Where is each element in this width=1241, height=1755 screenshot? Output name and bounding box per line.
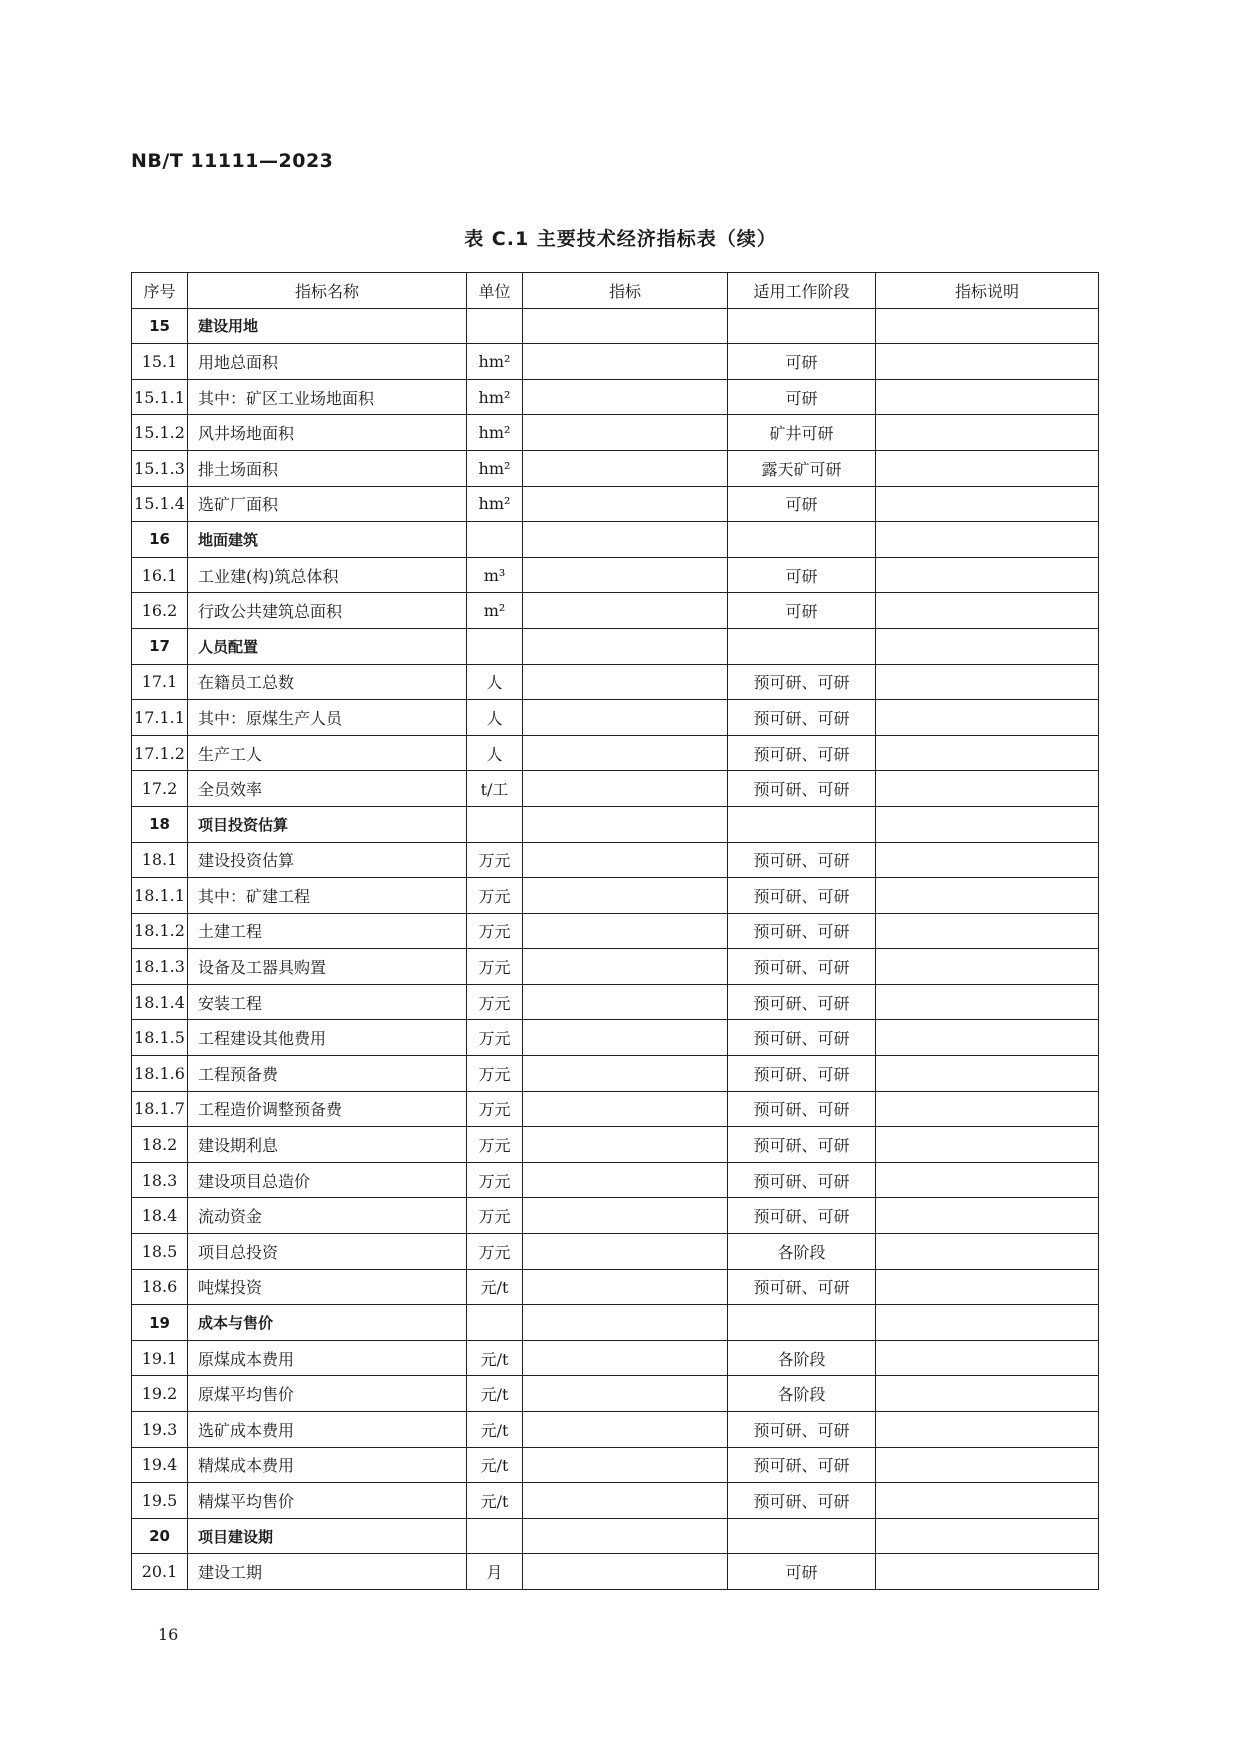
- cell-unit: [467, 308, 523, 344]
- cell-unit: 万元: [467, 1162, 523, 1198]
- cell-note: [876, 1483, 1099, 1519]
- table-row: [132, 878, 1099, 914]
- cell-stage: 各阶段: [728, 1376, 876, 1412]
- cell-unit: 人: [467, 700, 523, 736]
- table-row: [132, 415, 1099, 451]
- cell-stage: 预可研、可研: [728, 1447, 876, 1483]
- cell-note: [876, 522, 1099, 558]
- cell-name: 建设投资估算: [188, 842, 467, 878]
- cell-name: 选矿成本费用: [188, 1412, 467, 1448]
- cell-unit: hm²: [467, 415, 523, 451]
- table-row: [132, 1269, 1099, 1305]
- cell-seq: 20.1: [132, 1554, 188, 1590]
- header-value: 指标: [523, 273, 728, 309]
- cell-stage: 可研: [728, 593, 876, 629]
- table-row: [132, 984, 1099, 1020]
- cell-stage: [728, 522, 876, 558]
- cell-note: [876, 1269, 1099, 1305]
- cell-seq: 18.2: [132, 1127, 188, 1163]
- header-unit: 单位: [467, 273, 523, 309]
- cell-value: [523, 1447, 728, 1483]
- cell-note: [876, 1518, 1099, 1554]
- cell-seq: 16.1: [132, 557, 188, 593]
- cell-value: [523, 557, 728, 593]
- cell-value: [523, 415, 728, 451]
- cell-note: [876, 878, 1099, 914]
- table-row: [132, 1340, 1099, 1376]
- cell-note: [876, 842, 1099, 878]
- cell-seq: 19.3: [132, 1412, 188, 1448]
- cell-value: [523, 1340, 728, 1376]
- cell-unit: 元/t: [467, 1269, 523, 1305]
- cell-note: [876, 415, 1099, 451]
- cell-stage: 预可研、可研: [728, 1162, 876, 1198]
- cell-unit: [467, 806, 523, 842]
- cell-name: 建设工期: [188, 1554, 467, 1590]
- cell-value: [523, 771, 728, 807]
- cell-note: [876, 1305, 1099, 1341]
- cell-stage: 可研: [728, 486, 876, 522]
- cell-value: [523, 308, 728, 344]
- cell-stage: [728, 1518, 876, 1554]
- cell-value: [523, 878, 728, 914]
- indicators-table: [131, 272, 1099, 1590]
- cell-value: [523, 1554, 728, 1590]
- section-row: [132, 308, 1099, 344]
- cell-name: 原煤成本费用: [188, 1340, 467, 1376]
- cell-value: [523, 344, 728, 380]
- cell-unit: [467, 522, 523, 558]
- table-row: [132, 913, 1099, 949]
- cell-note: [876, 628, 1099, 664]
- cell-stage: 可研: [728, 1554, 876, 1590]
- cell-name: 项目总投资: [188, 1234, 467, 1270]
- cell-name: 成本与售价: [188, 1305, 467, 1341]
- cell-value: [523, 450, 728, 486]
- cell-value: [523, 913, 728, 949]
- cell-seq: 18.1.4: [132, 984, 188, 1020]
- cell-note: [876, 1056, 1099, 1092]
- cell-name: 地面建筑: [188, 522, 467, 558]
- table-row: [132, 700, 1099, 736]
- cell-note: [876, 806, 1099, 842]
- cell-value: [523, 842, 728, 878]
- cell-unit: m²: [467, 593, 523, 629]
- cell-unit: m³: [467, 557, 523, 593]
- cell-unit: hm²: [467, 344, 523, 380]
- cell-seq: 20: [132, 1518, 188, 1554]
- cell-note: [876, 1162, 1099, 1198]
- cell-stage: 可研: [728, 379, 876, 415]
- cell-name: 行政公共建筑总面积: [188, 593, 467, 629]
- cell-name: 工程建设其他费用: [188, 1020, 467, 1056]
- cell-stage: 预可研、可研: [728, 1412, 876, 1448]
- cell-value: [523, 1234, 728, 1270]
- cell-stage: 预可研、可研: [728, 1198, 876, 1234]
- cell-unit: hm²: [467, 450, 523, 486]
- cell-seq: 17.1: [132, 664, 188, 700]
- cell-name: 建设用地: [188, 308, 467, 344]
- page-number: 16: [158, 1625, 179, 1644]
- section-row: [132, 1305, 1099, 1341]
- cell-value: [523, 1376, 728, 1412]
- cell-note: [876, 1340, 1099, 1376]
- cell-name: 全员效率: [188, 771, 467, 807]
- table-row: [132, 379, 1099, 415]
- header-name: 指标名称: [188, 273, 467, 309]
- cell-stage: 预可研、可研: [728, 771, 876, 807]
- cell-seq: 19.4: [132, 1447, 188, 1483]
- table-row: [132, 1056, 1099, 1092]
- table-row: [132, 1198, 1099, 1234]
- table-row: [132, 486, 1099, 522]
- cell-name: 用地总面积: [188, 344, 467, 380]
- cell-stage: 预可研、可研: [728, 1091, 876, 1127]
- cell-name: 设备及工器具购置: [188, 949, 467, 985]
- cell-seq: 18.1.7: [132, 1091, 188, 1127]
- cell-note: [876, 450, 1099, 486]
- table-row: [132, 1127, 1099, 1163]
- cell-note: [876, 664, 1099, 700]
- section-row: [132, 1518, 1099, 1554]
- cell-seq: 18.1.1: [132, 878, 188, 914]
- cell-note: [876, 949, 1099, 985]
- cell-stage: 预可研、可研: [728, 1269, 876, 1305]
- cell-seq: 17.2: [132, 771, 188, 807]
- table-row: [132, 1554, 1099, 1590]
- table-row: [132, 450, 1099, 486]
- cell-seq: 18.1.6: [132, 1056, 188, 1092]
- cell-note: [876, 379, 1099, 415]
- table-row: [132, 771, 1099, 807]
- cell-name: 精煤成本费用: [188, 1447, 467, 1483]
- cell-note: [876, 735, 1099, 771]
- cell-seq: 15.1.1: [132, 379, 188, 415]
- cell-stage: 预可研、可研: [728, 1020, 876, 1056]
- cell-unit: 月: [467, 1554, 523, 1590]
- cell-name: 项目建设期: [188, 1518, 467, 1554]
- cell-name: 建设期利息: [188, 1127, 467, 1163]
- cell-seq: 15.1.2: [132, 415, 188, 451]
- table-row: [132, 842, 1099, 878]
- table-row: [132, 557, 1099, 593]
- cell-unit: 万元: [467, 1056, 523, 1092]
- cell-note: [876, 1447, 1099, 1483]
- cell-note: [876, 700, 1099, 736]
- cell-stage: 各阶段: [728, 1234, 876, 1270]
- cell-unit: 万元: [467, 842, 523, 878]
- table-row: [132, 1234, 1099, 1270]
- cell-value: [523, 1269, 728, 1305]
- cell-seq: 15.1.3: [132, 450, 188, 486]
- cell-unit: 万元: [467, 878, 523, 914]
- cell-value: [523, 1127, 728, 1163]
- cell-name: 其中：原煤生产人员: [188, 700, 467, 736]
- cell-stage: 预可研、可研: [728, 842, 876, 878]
- cell-seq: 18: [132, 806, 188, 842]
- cell-name: 土建工程: [188, 913, 467, 949]
- cell-stage: [728, 628, 876, 664]
- cell-value: [523, 984, 728, 1020]
- cell-note: [876, 1376, 1099, 1412]
- cell-unit: 人: [467, 735, 523, 771]
- table-row: [132, 664, 1099, 700]
- cell-stage: 预可研、可研: [728, 984, 876, 1020]
- table-row: [132, 1412, 1099, 1448]
- cell-note: [876, 1091, 1099, 1127]
- cell-unit: 元/t: [467, 1376, 523, 1412]
- table-body: [132, 308, 1099, 1589]
- cell-note: [876, 486, 1099, 522]
- cell-note: [876, 1020, 1099, 1056]
- header-stage: 适用工作阶段: [728, 273, 876, 309]
- cell-value: [523, 1020, 728, 1056]
- cell-note: [876, 344, 1099, 380]
- cell-name: 流动资金: [188, 1198, 467, 1234]
- table-row: [132, 1483, 1099, 1519]
- cell-unit: [467, 1518, 523, 1554]
- cell-value: [523, 1162, 728, 1198]
- cell-note: [876, 1234, 1099, 1270]
- cell-name: 安装工程: [188, 984, 467, 1020]
- table-row: [132, 1091, 1099, 1127]
- table-row: [132, 949, 1099, 985]
- document-code: NB/T 11111—2023: [131, 150, 334, 172]
- cell-note: [876, 1127, 1099, 1163]
- cell-note: [876, 1412, 1099, 1448]
- cell-note: [876, 1198, 1099, 1234]
- cell-name: 工程预备费: [188, 1056, 467, 1092]
- cell-name: 排土场面积: [188, 450, 467, 486]
- cell-value: [523, 593, 728, 629]
- cell-seq: 16.2: [132, 593, 188, 629]
- cell-unit: hm²: [467, 379, 523, 415]
- cell-seq: 18.4: [132, 1198, 188, 1234]
- cell-name: 工程造价调整预备费: [188, 1091, 467, 1127]
- cell-seq: 15.1: [132, 344, 188, 380]
- cell-value: [523, 522, 728, 558]
- cell-stage: 预可研、可研: [728, 949, 876, 985]
- cell-unit: 万元: [467, 1198, 523, 1234]
- cell-value: [523, 379, 728, 415]
- cell-stage: 可研: [728, 344, 876, 380]
- cell-unit: 万元: [467, 949, 523, 985]
- cell-name: 选矿厂面积: [188, 486, 467, 522]
- cell-seq: 18.3: [132, 1162, 188, 1198]
- cell-seq: 18.6: [132, 1269, 188, 1305]
- cell-name: 在籍员工总数: [188, 664, 467, 700]
- cell-seq: 19.1: [132, 1340, 188, 1376]
- cell-name: 风井场地面积: [188, 415, 467, 451]
- cell-stage: 预可研、可研: [728, 878, 876, 914]
- cell-stage: 预可研、可研: [728, 913, 876, 949]
- cell-value: [523, 1412, 728, 1448]
- cell-value: [523, 1091, 728, 1127]
- cell-stage: 预可研、可研: [728, 700, 876, 736]
- table-row: [132, 1162, 1099, 1198]
- cell-unit: 万元: [467, 913, 523, 949]
- cell-unit: 万元: [467, 1127, 523, 1163]
- cell-stage: 预可研、可研: [728, 735, 876, 771]
- cell-value: [523, 700, 728, 736]
- cell-unit: 元/t: [467, 1412, 523, 1448]
- cell-value: [523, 1305, 728, 1341]
- cell-unit: 万元: [467, 1234, 523, 1270]
- cell-value: [523, 1198, 728, 1234]
- cell-seq: 19.5: [132, 1483, 188, 1519]
- cell-note: [876, 913, 1099, 949]
- cell-stage: 预可研、可研: [728, 664, 876, 700]
- cell-name: 精煤平均售价: [188, 1483, 467, 1519]
- header-note: 指标说明: [876, 273, 1099, 309]
- cell-seq: 18.5: [132, 1234, 188, 1270]
- cell-name: 生产工人: [188, 735, 467, 771]
- cell-name: 原煤平均售价: [188, 1376, 467, 1412]
- cell-unit: 元/t: [467, 1340, 523, 1376]
- cell-seq: 18.1: [132, 842, 188, 878]
- cell-seq: 16: [132, 522, 188, 558]
- cell-note: [876, 1554, 1099, 1590]
- cell-unit: 万元: [467, 1020, 523, 1056]
- cell-note: [876, 771, 1099, 807]
- header-seq: 序号: [132, 273, 188, 309]
- cell-unit: hm²: [467, 486, 523, 522]
- cell-name: 建设项目总造价: [188, 1162, 467, 1198]
- cell-value: [523, 1483, 728, 1519]
- table-title: 表 C.1 主要技术经济指标表（续）: [464, 228, 777, 250]
- cell-note: [876, 557, 1099, 593]
- cell-unit: 元/t: [467, 1447, 523, 1483]
- cell-value: [523, 628, 728, 664]
- table-header-row: [132, 273, 1099, 309]
- cell-stage: [728, 1305, 876, 1341]
- cell-value: [523, 1056, 728, 1092]
- cell-seq: 18.1.2: [132, 913, 188, 949]
- cell-name: 人员配置: [188, 628, 467, 664]
- cell-stage: 预可研、可研: [728, 1056, 876, 1092]
- cell-name: 工业建(构)筑总体积: [188, 557, 467, 593]
- table-row: [132, 1376, 1099, 1412]
- cell-value: [523, 949, 728, 985]
- cell-value: [523, 486, 728, 522]
- cell-unit: 元/t: [467, 1483, 523, 1519]
- cell-stage: 各阶段: [728, 1340, 876, 1376]
- cell-value: [523, 1518, 728, 1554]
- cell-seq: 17.1.2: [132, 735, 188, 771]
- cell-value: [523, 735, 728, 771]
- section-row: [132, 522, 1099, 558]
- table-row: [132, 1447, 1099, 1483]
- cell-note: [876, 984, 1099, 1020]
- cell-seq: 18.1.5: [132, 1020, 188, 1056]
- section-row: [132, 806, 1099, 842]
- cell-name: 吨煤投资: [188, 1269, 467, 1305]
- table-row: [132, 1020, 1099, 1056]
- cell-stage: [728, 308, 876, 344]
- cell-name: 项目投资估算: [188, 806, 467, 842]
- cell-unit: 万元: [467, 1091, 523, 1127]
- cell-unit: [467, 1305, 523, 1341]
- cell-seq: 17.1.1: [132, 700, 188, 736]
- cell-seq: 18.1.3: [132, 949, 188, 985]
- cell-unit: 万元: [467, 984, 523, 1020]
- cell-unit: 人: [467, 664, 523, 700]
- cell-seq: 15.1.4: [132, 486, 188, 522]
- cell-seq: 19: [132, 1305, 188, 1341]
- cell-seq: 19.2: [132, 1376, 188, 1412]
- table-row: [132, 735, 1099, 771]
- cell-unit: t/工: [467, 771, 523, 807]
- cell-value: [523, 664, 728, 700]
- section-row: [132, 628, 1099, 664]
- cell-seq: 17: [132, 628, 188, 664]
- cell-stage: 矿井可研: [728, 415, 876, 451]
- cell-unit: [467, 628, 523, 664]
- cell-value: [523, 806, 728, 842]
- cell-stage: 露天矿可研: [728, 450, 876, 486]
- cell-note: [876, 593, 1099, 629]
- cell-stage: 可研: [728, 557, 876, 593]
- cell-stage: 预可研、可研: [728, 1483, 876, 1519]
- cell-name: 其中：矿区工业场地面积: [188, 379, 467, 415]
- cell-seq: 15: [132, 308, 188, 344]
- cell-name: 其中：矿建工程: [188, 878, 467, 914]
- cell-note: [876, 308, 1099, 344]
- table-row: [132, 593, 1099, 629]
- cell-stage: [728, 806, 876, 842]
- table-row: [132, 344, 1099, 380]
- cell-stage: 预可研、可研: [728, 1127, 876, 1163]
